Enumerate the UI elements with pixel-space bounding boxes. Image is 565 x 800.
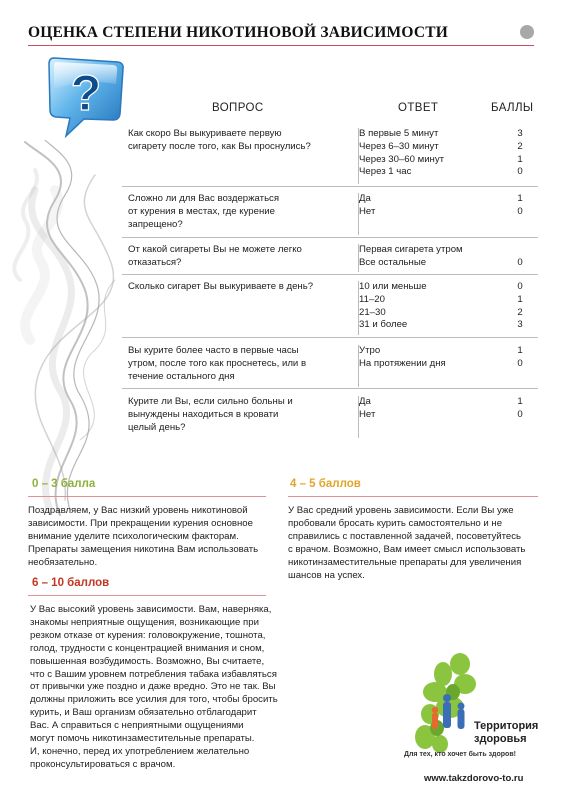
answer-option: Нет bbox=[359, 205, 376, 217]
answer-list bbox=[359, 281, 491, 332]
points-list bbox=[510, 244, 530, 270]
points-value: 2 bbox=[517, 140, 523, 152]
question-text bbox=[128, 396, 350, 434]
points-value bbox=[510, 244, 530, 257]
answer-option: 31 и более bbox=[359, 319, 408, 331]
result-low-underline bbox=[28, 496, 266, 497]
points-value: 0 bbox=[517, 205, 523, 217]
table-row bbox=[122, 128, 538, 184]
page-title: ОЦЕНКА СТЕПЕНИ НИКОТИНОВОЙ ЗАВИСИМОСТИ bbox=[28, 24, 449, 41]
answer-option: Да bbox=[359, 193, 371, 204]
points-value: 0 bbox=[517, 357, 523, 369]
points-value: 3 bbox=[517, 319, 523, 331]
brand-name-line: Территория bbox=[474, 720, 539, 732]
points-value: 0 bbox=[517, 408, 523, 420]
question-text bbox=[128, 281, 350, 294]
answer-list bbox=[359, 128, 491, 179]
answer-option: 11–20 bbox=[359, 293, 385, 305]
question-line: Вы курите более часто в первые часы bbox=[128, 345, 299, 356]
answer-option: Первая сигарета утром bbox=[359, 244, 463, 255]
question-line: вынуждены находиться в кровати bbox=[128, 408, 279, 420]
result-medium-underline bbox=[288, 496, 538, 497]
brand-name bbox=[474, 720, 538, 746]
question-line: Сложно ли для Вас воздержаться bbox=[128, 193, 280, 204]
points-value: 1 bbox=[517, 396, 523, 407]
question-mark-bubble-icon bbox=[44, 52, 126, 142]
text-line: повышенная возбудимость. Возможно, Вы считаете, bbox=[30, 655, 265, 667]
points-list bbox=[510, 345, 530, 371]
website-link[interactable]: www.takzdorovo-to.ru bbox=[424, 773, 524, 784]
question-text bbox=[128, 128, 350, 154]
points-value: 0 bbox=[517, 166, 523, 178]
question-line: течение остального дня bbox=[128, 370, 235, 382]
text-line: могут помочь никотинзаместительные препараты. bbox=[30, 733, 255, 745]
points-value: 1 bbox=[517, 345, 523, 356]
result-medium-text bbox=[288, 505, 540, 582]
question-line: Как скоро Вы выкуриваете первую bbox=[128, 128, 282, 139]
question-line: отказаться? bbox=[128, 256, 182, 268]
table-row bbox=[122, 396, 538, 438]
header-points: БАЛЛЫ bbox=[491, 102, 534, 114]
answer-option: На протяжении дня bbox=[359, 357, 446, 369]
points-value: 1 bbox=[517, 193, 523, 204]
result-high-text bbox=[30, 604, 292, 772]
text-line: необязательно. bbox=[28, 556, 98, 568]
question-line: От какой сигареты Вы не можете легко bbox=[128, 244, 302, 255]
result-high-underline bbox=[28, 595, 266, 596]
answer-option: Через 1 час bbox=[359, 166, 412, 178]
corner-dot-icon bbox=[520, 25, 534, 39]
text-line: пробовали бросать курить самостоятельно и не bbox=[288, 517, 503, 529]
text-line: Препараты замещения никотина Вам использовать bbox=[28, 543, 259, 555]
text-line: У Вас высокий уровень зависимости. Вам, наверняка, bbox=[30, 604, 272, 615]
table-row bbox=[122, 244, 538, 272]
answer-option: Через 30–60 минут bbox=[359, 153, 445, 165]
points-list bbox=[510, 281, 530, 332]
points-value: 0 bbox=[517, 281, 523, 292]
answer-list bbox=[359, 193, 491, 219]
answer-option: Через 6–30 минут bbox=[359, 140, 439, 152]
row-divider bbox=[122, 388, 538, 389]
question-line: Курите ли Вы, если сильно больны и bbox=[128, 396, 293, 407]
text-line: Поздравляем, у Вас низкий уровень никотиновой bbox=[28, 505, 248, 516]
points-list bbox=[510, 396, 530, 422]
points-value: 0 bbox=[517, 256, 523, 268]
row-divider bbox=[122, 337, 538, 338]
row-divider bbox=[122, 186, 538, 187]
question-line: целый день? bbox=[128, 421, 186, 433]
text-line: внимание уделите психологическим факторам. bbox=[28, 530, 239, 542]
points-value: 1 bbox=[517, 293, 523, 305]
text-line: резком отказе от курения: головокружение, тошнота, bbox=[30, 629, 266, 641]
points-value: 3 bbox=[517, 128, 523, 139]
text-line: справились с поставленной задачей, посоветуйтесь bbox=[288, 530, 522, 542]
text-line: что с Вашим уровнем потребления табака избавляться bbox=[30, 668, 277, 680]
header-answer: ОТВЕТ bbox=[398, 102, 439, 114]
answer-option: 21–30 bbox=[359, 306, 386, 318]
answer-list bbox=[359, 396, 491, 422]
text-line: от привычки уже поздно и даже вредно. Это не так. Вы bbox=[30, 681, 276, 693]
answer-option: Да bbox=[359, 396, 371, 407]
points-list bbox=[510, 128, 530, 179]
result-low-text bbox=[28, 505, 278, 570]
question-text bbox=[128, 193, 350, 231]
text-line: с врачом. Возможно, Вам имеет смысл использовать bbox=[288, 543, 526, 555]
text-line: зависимости. При прекращении курения основное bbox=[28, 517, 253, 529]
result-low-title: 0 – 3 балла bbox=[32, 478, 96, 490]
question-line: от курения в местах, где курение bbox=[128, 205, 275, 217]
points-value: 1 bbox=[517, 153, 523, 165]
points-list bbox=[510, 193, 530, 219]
text-line: никотинзаместительные препараты для увеличения bbox=[288, 556, 522, 568]
table-row bbox=[122, 193, 538, 235]
text-line: должны приложить все усилия для того, чтобы бросить bbox=[30, 694, 278, 706]
svg-text:?: ? bbox=[70, 65, 102, 121]
question-line: Сколько сигарет Вы выкуриваете в день? bbox=[128, 281, 314, 292]
text-line: У Вас средний уровень зависимости. Если Вы уже bbox=[288, 505, 514, 516]
question-text bbox=[128, 345, 350, 383]
answer-option: 10 или меньше bbox=[359, 281, 427, 292]
question-text bbox=[128, 244, 350, 270]
points-value: 2 bbox=[517, 306, 523, 318]
row-divider bbox=[122, 274, 538, 275]
question-line: утром, после того как проснетесь, или в bbox=[128, 357, 307, 369]
answer-option: Утро bbox=[359, 345, 381, 356]
table-row bbox=[122, 281, 538, 335]
answer-option: В первые 5 минут bbox=[359, 128, 439, 139]
answer-option: Все остальные bbox=[359, 256, 427, 268]
brand-name-line: здоровья bbox=[474, 733, 527, 745]
text-line: курить, и Ваш организм обязательно отблагодарит bbox=[30, 707, 257, 719]
text-line: проконсультироваться с врачом. bbox=[30, 758, 176, 770]
text-line: шансов на успех. bbox=[288, 569, 365, 581]
result-high-title: 6 – 10 баллов bbox=[32, 577, 110, 589]
answer-option: Нет bbox=[359, 408, 376, 420]
text-line: Вас. А справиться с неприятными ощущениями bbox=[30, 720, 244, 732]
table-row bbox=[122, 345, 538, 387]
title-underline bbox=[28, 45, 534, 46]
answer-list bbox=[359, 345, 491, 371]
question-line: запрещено? bbox=[128, 218, 183, 230]
header-question: ВОПРОС bbox=[212, 102, 264, 114]
text-line: И, конечно, перед их употреблением желательно bbox=[30, 745, 250, 757]
row-divider bbox=[122, 237, 538, 238]
text-line: знакомы неприятные ощущения, возникающие при bbox=[30, 616, 259, 628]
text-line: голод, трудности с концентрацией внимания и сном, bbox=[30, 642, 265, 654]
result-medium-title: 4 – 5 баллов bbox=[290, 478, 361, 490]
question-line: сигарету после того, как Вы проснулись? bbox=[128, 140, 311, 152]
brand-tagline: Для тех, кто хочет быть здоров! bbox=[404, 751, 516, 758]
answer-list bbox=[359, 244, 491, 270]
